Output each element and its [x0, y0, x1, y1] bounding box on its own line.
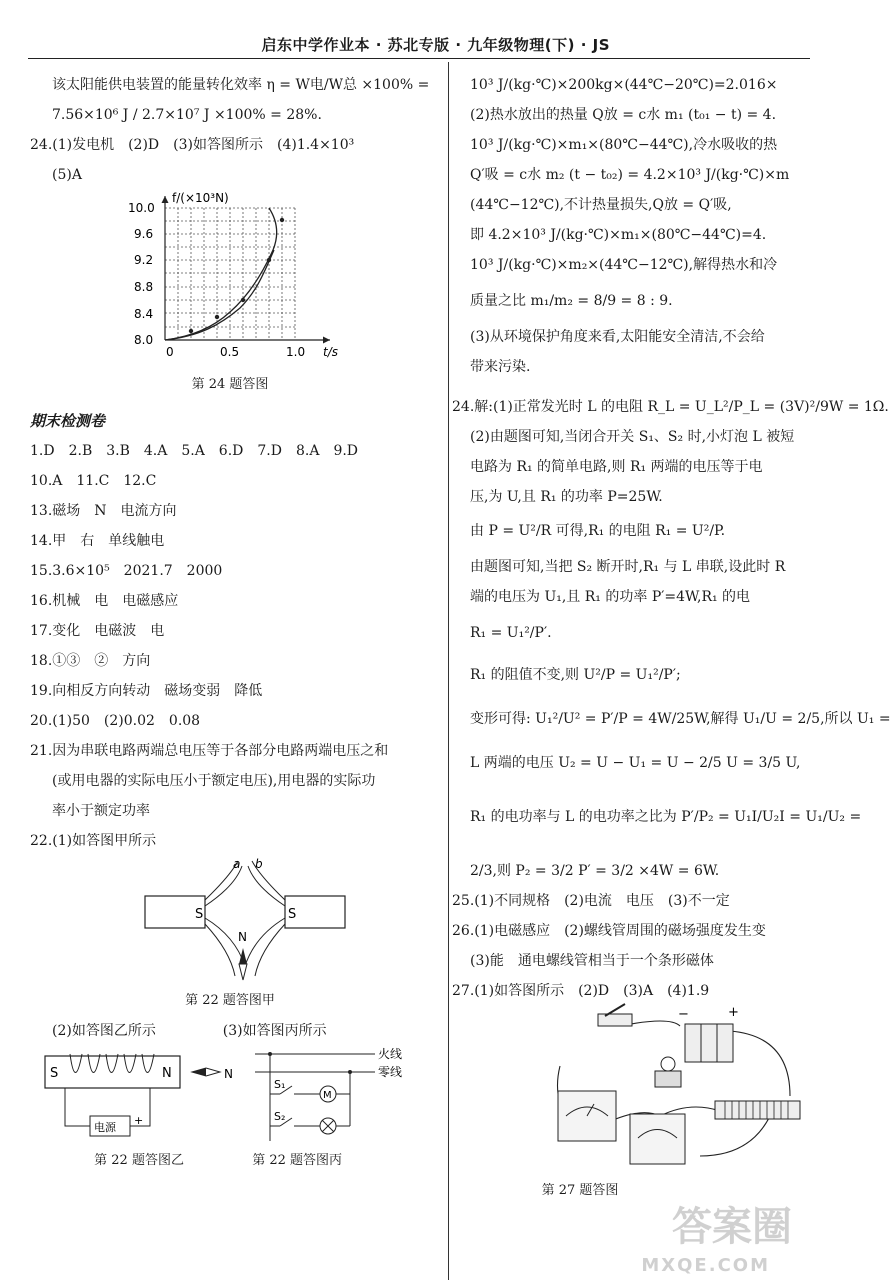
answer-10-12: 10.A 11.C 12.C	[30, 473, 157, 489]
right-line: 10³ J/(kg·℃)×200kg×(44℃−20℃)=2.016×	[470, 77, 778, 93]
right-line: R₁ 的电功率与 L 的电功率之比为 P′/P₂ = U₁I/U₂I = U₁/U₂ =	[470, 809, 862, 825]
neutral-wire-label: 零线	[378, 1065, 403, 1079]
right-line: R₁ = U₁²/P′.	[470, 625, 552, 641]
motor-label: M	[323, 1090, 332, 1101]
rheostat-icon	[715, 1101, 800, 1119]
answer-19: 19.向相反方向转动 磁场变弱 降低	[30, 683, 263, 699]
answer-16: 16.机械 电 电磁感应	[30, 593, 179, 609]
solenoid-pole-left: S	[50, 1066, 59, 1081]
fig24-xlabel: t/s	[323, 345, 338, 359]
answer-22-b: (2)如答图乙所示	[52, 1023, 156, 1039]
needle-label: N	[238, 930, 247, 944]
pole-right: S	[288, 907, 297, 922]
watermark-url: MXQE.COM	[641, 1255, 770, 1276]
q24-answer-5: (5)A	[52, 167, 82, 183]
fig22b-diagram	[30, 1046, 430, 1146]
right-line: 由 P = U²/R 可得,R₁ 的电阻 R₁ = U²/P.	[470, 523, 726, 539]
fig24-grid	[165, 208, 295, 340]
right-line: 10³ J/(kg·℃)×m₂×(44℃−12℃),解得热水和冷	[470, 257, 778, 273]
switch-icon	[598, 1014, 632, 1026]
voltmeter-icon	[630, 1114, 685, 1164]
fig24-point	[215, 315, 219, 319]
right-column	[452, 70, 891, 1206]
answer-21-c: 率小于额定功率	[52, 803, 150, 819]
right-line: 端的电压为 U₁,且 R₁ 的功率 P′=4W,R₁ 的电	[470, 589, 751, 605]
answer-21-a: 21.因为串联电路两端总电压等于各部分电路两端电压之和	[30, 743, 389, 759]
fig24-ytick: 9.6	[134, 227, 154, 241]
battery-plus: +	[728, 1005, 739, 1020]
fig27	[470, 1006, 810, 1176]
power-source-label: 电源	[94, 1121, 116, 1134]
label-b: b	[255, 857, 263, 871]
column-divider	[448, 62, 449, 1280]
left-column	[30, 70, 430, 1176]
fig24-curve	[165, 208, 277, 340]
answer-22-c: (3)如答图丙所示	[222, 1023, 327, 1039]
right-line: L 两端的电压 U₂ = U − U₁ = U − 2/5 U = 3/5 U,	[470, 755, 801, 771]
fig22bc-captions	[30, 1146, 430, 1176]
right-line: 带来污染.	[470, 359, 531, 375]
right-line: (2)热水放出的热量 Q放 = c水 m₁ (t₀₁ − t) = 4.	[470, 107, 777, 123]
right-line: 即 4.2×10³ J/(kg·℃)×m₁×(80℃−44℃)=4.	[470, 227, 767, 243]
header-title: 启东中学作业本 · 苏北专版 · 九年级物理(下) · JS	[261, 36, 610, 54]
answer-22: 22.(1)如答图甲所示	[30, 833, 157, 849]
switch-s2-label: S₂	[274, 1110, 286, 1123]
solenoid-pole-right: N	[162, 1066, 172, 1081]
fig24-ytick: 8.0	[134, 333, 154, 347]
right-line: 2/3,则 P₂ = 3/2 P′ = 3/2 ×4W = 6W.	[470, 863, 720, 879]
fig24-chart	[30, 190, 430, 370]
right-line: (44℃−12℃),不计热量损失,Q放 = Q′吸,	[470, 197, 732, 213]
right-line: (3)从环境保护角度来看,太阳能安全清洁,不会给	[470, 329, 765, 345]
fig24-point	[241, 298, 245, 302]
fig24-ytick: 8.8	[134, 280, 154, 294]
needle-b-label: N	[224, 1067, 233, 1081]
compass-needle	[239, 948, 247, 964]
q24-solution: 24.解:(1)正常发光时 L 的电阻 R_L = U_L²/P_L = (3V)²/9W = 1Ω.	[452, 399, 889, 415]
fig22b-caption: 第 22 题答图乙	[94, 1153, 184, 1168]
answer-27: 27.(1)如答图所示 (2)D (3)A (4)1.9	[452, 983, 710, 999]
right-line: 质量之比 m₁/m₂ = 8/9 = 8 : 9.	[470, 293, 673, 309]
label-a: a	[233, 857, 241, 871]
efficiency-line: 该太阳能供电装置的能量转化效率 η = W电/W总 ×100% =	[52, 77, 430, 93]
right-line: 电路为 R₁ 的简单电路,则 R₁ 两端的电压等于电	[470, 459, 763, 475]
answer-18: 18.①③ ② 方向	[30, 653, 151, 669]
switch-s1-label: S₁	[274, 1078, 286, 1091]
answer-21-b: (或用电器的实际电压小于额定电压),用电器的实际功	[52, 773, 376, 789]
fig22a	[30, 856, 430, 986]
fig24-ytick: 10.0	[128, 201, 155, 215]
right-line: (2)由题图可知,当闭合开关 S₁、S₂ 时,小灯泡 L 被短	[470, 429, 795, 445]
battery-minus: −	[678, 1007, 689, 1022]
fig24	[30, 190, 430, 370]
bulb-icon	[661, 1057, 675, 1071]
answer-26-b: (3)能 通电螺线管相当于一个条形磁体	[470, 953, 714, 969]
fig24-ylabel: f/(×10³N)	[172, 191, 229, 205]
right-line: R₁ 的阻值不变,则 U²/P = U₁²/P′;	[470, 667, 681, 683]
fig24-point	[189, 329, 193, 333]
answer-22-parts	[30, 1016, 430, 1046]
right-line: 10³ J/(kg·℃)×m₁×(80℃−44℃),冷水吸收的热	[470, 137, 778, 153]
answer-15: 15.3.6×10⁵ 2021.7 2000	[30, 563, 223, 579]
answer-20: 20.(1)50 (2)0.02 0.08	[30, 713, 201, 729]
fig22a-diagram	[30, 856, 430, 986]
fig24-xtick: 1.0	[286, 345, 306, 359]
compass-needle-tail	[239, 964, 247, 980]
q24-answer: 24.(1)发电机 (2)D (3)如答图所示 (4)1.4×10³	[30, 137, 355, 153]
pole-left: S	[195, 907, 204, 922]
fig27-caption: 第 27 题答图	[541, 1183, 619, 1198]
right-line: 变形可得: U₁²/U² = P′/P = 4W/25W,解得 U₁/U = 2/5,所以 U₁ =	[470, 711, 891, 727]
answer-13: 13.磁场 N 电流方向	[30, 503, 177, 519]
fig24-xtick: 0	[166, 345, 174, 359]
fig24-xtick: 0.5	[220, 345, 240, 359]
plus-label: +	[134, 1114, 144, 1127]
fig24-point	[280, 218, 284, 222]
fig22a-caption: 第 22 题答图甲	[185, 993, 275, 1008]
fig24-caption: 第 24 题答图	[191, 377, 269, 392]
fig22bc	[30, 1046, 430, 1146]
battery-icon	[685, 1024, 733, 1062]
fig22c-caption: 第 22 题答图丙	[252, 1153, 343, 1168]
answer-26: 26.(1)电磁感应 (2)螺线管周围的磁场强度发生变	[452, 923, 766, 939]
answer-17: 17.变化 电磁波 电	[30, 623, 165, 639]
efficiency-result: 7.56×10⁶ J / 2.7×10⁷ J ×100% = 28%.	[52, 107, 322, 123]
right-line: 压,为 U,且 R₁ 的功率 P=25W.	[470, 489, 663, 505]
live-wire-label: 火线	[378, 1047, 403, 1061]
page-header	[0, 0, 810, 64]
fig27-diagram	[470, 1006, 810, 1176]
fig24-ytick: 9.2	[134, 253, 154, 267]
fig24-point	[267, 258, 271, 262]
fig24-curve-main	[165, 250, 274, 340]
right-line: Q′吸 = c水 m₂ (t − t₀₂) = 4.2×10³ J/(kg·℃)×m	[470, 167, 790, 183]
fig24-ytick: 8.4	[134, 307, 154, 321]
answer-25: 25.(1)不同规格 (2)电流 电压 (3)不一定	[452, 893, 730, 909]
lamp-base-icon	[655, 1071, 681, 1087]
header-rule	[28, 58, 810, 59]
fig22c-diagram	[255, 1046, 402, 1141]
answer-1-9: 1.D 2.B 3.B 4.A 5.A 6.D 7.D 8.A 9.D	[30, 443, 359, 459]
section-title: 期末检测卷	[30, 412, 106, 430]
watermark-logo: 答案圈	[672, 1204, 792, 1250]
right-line: 由题图可知,当把 S₂ 断开时,R₁ 与 L 串联,设此时 R	[470, 559, 786, 575]
answer-14: 14.甲 右 单线触电	[30, 533, 165, 549]
